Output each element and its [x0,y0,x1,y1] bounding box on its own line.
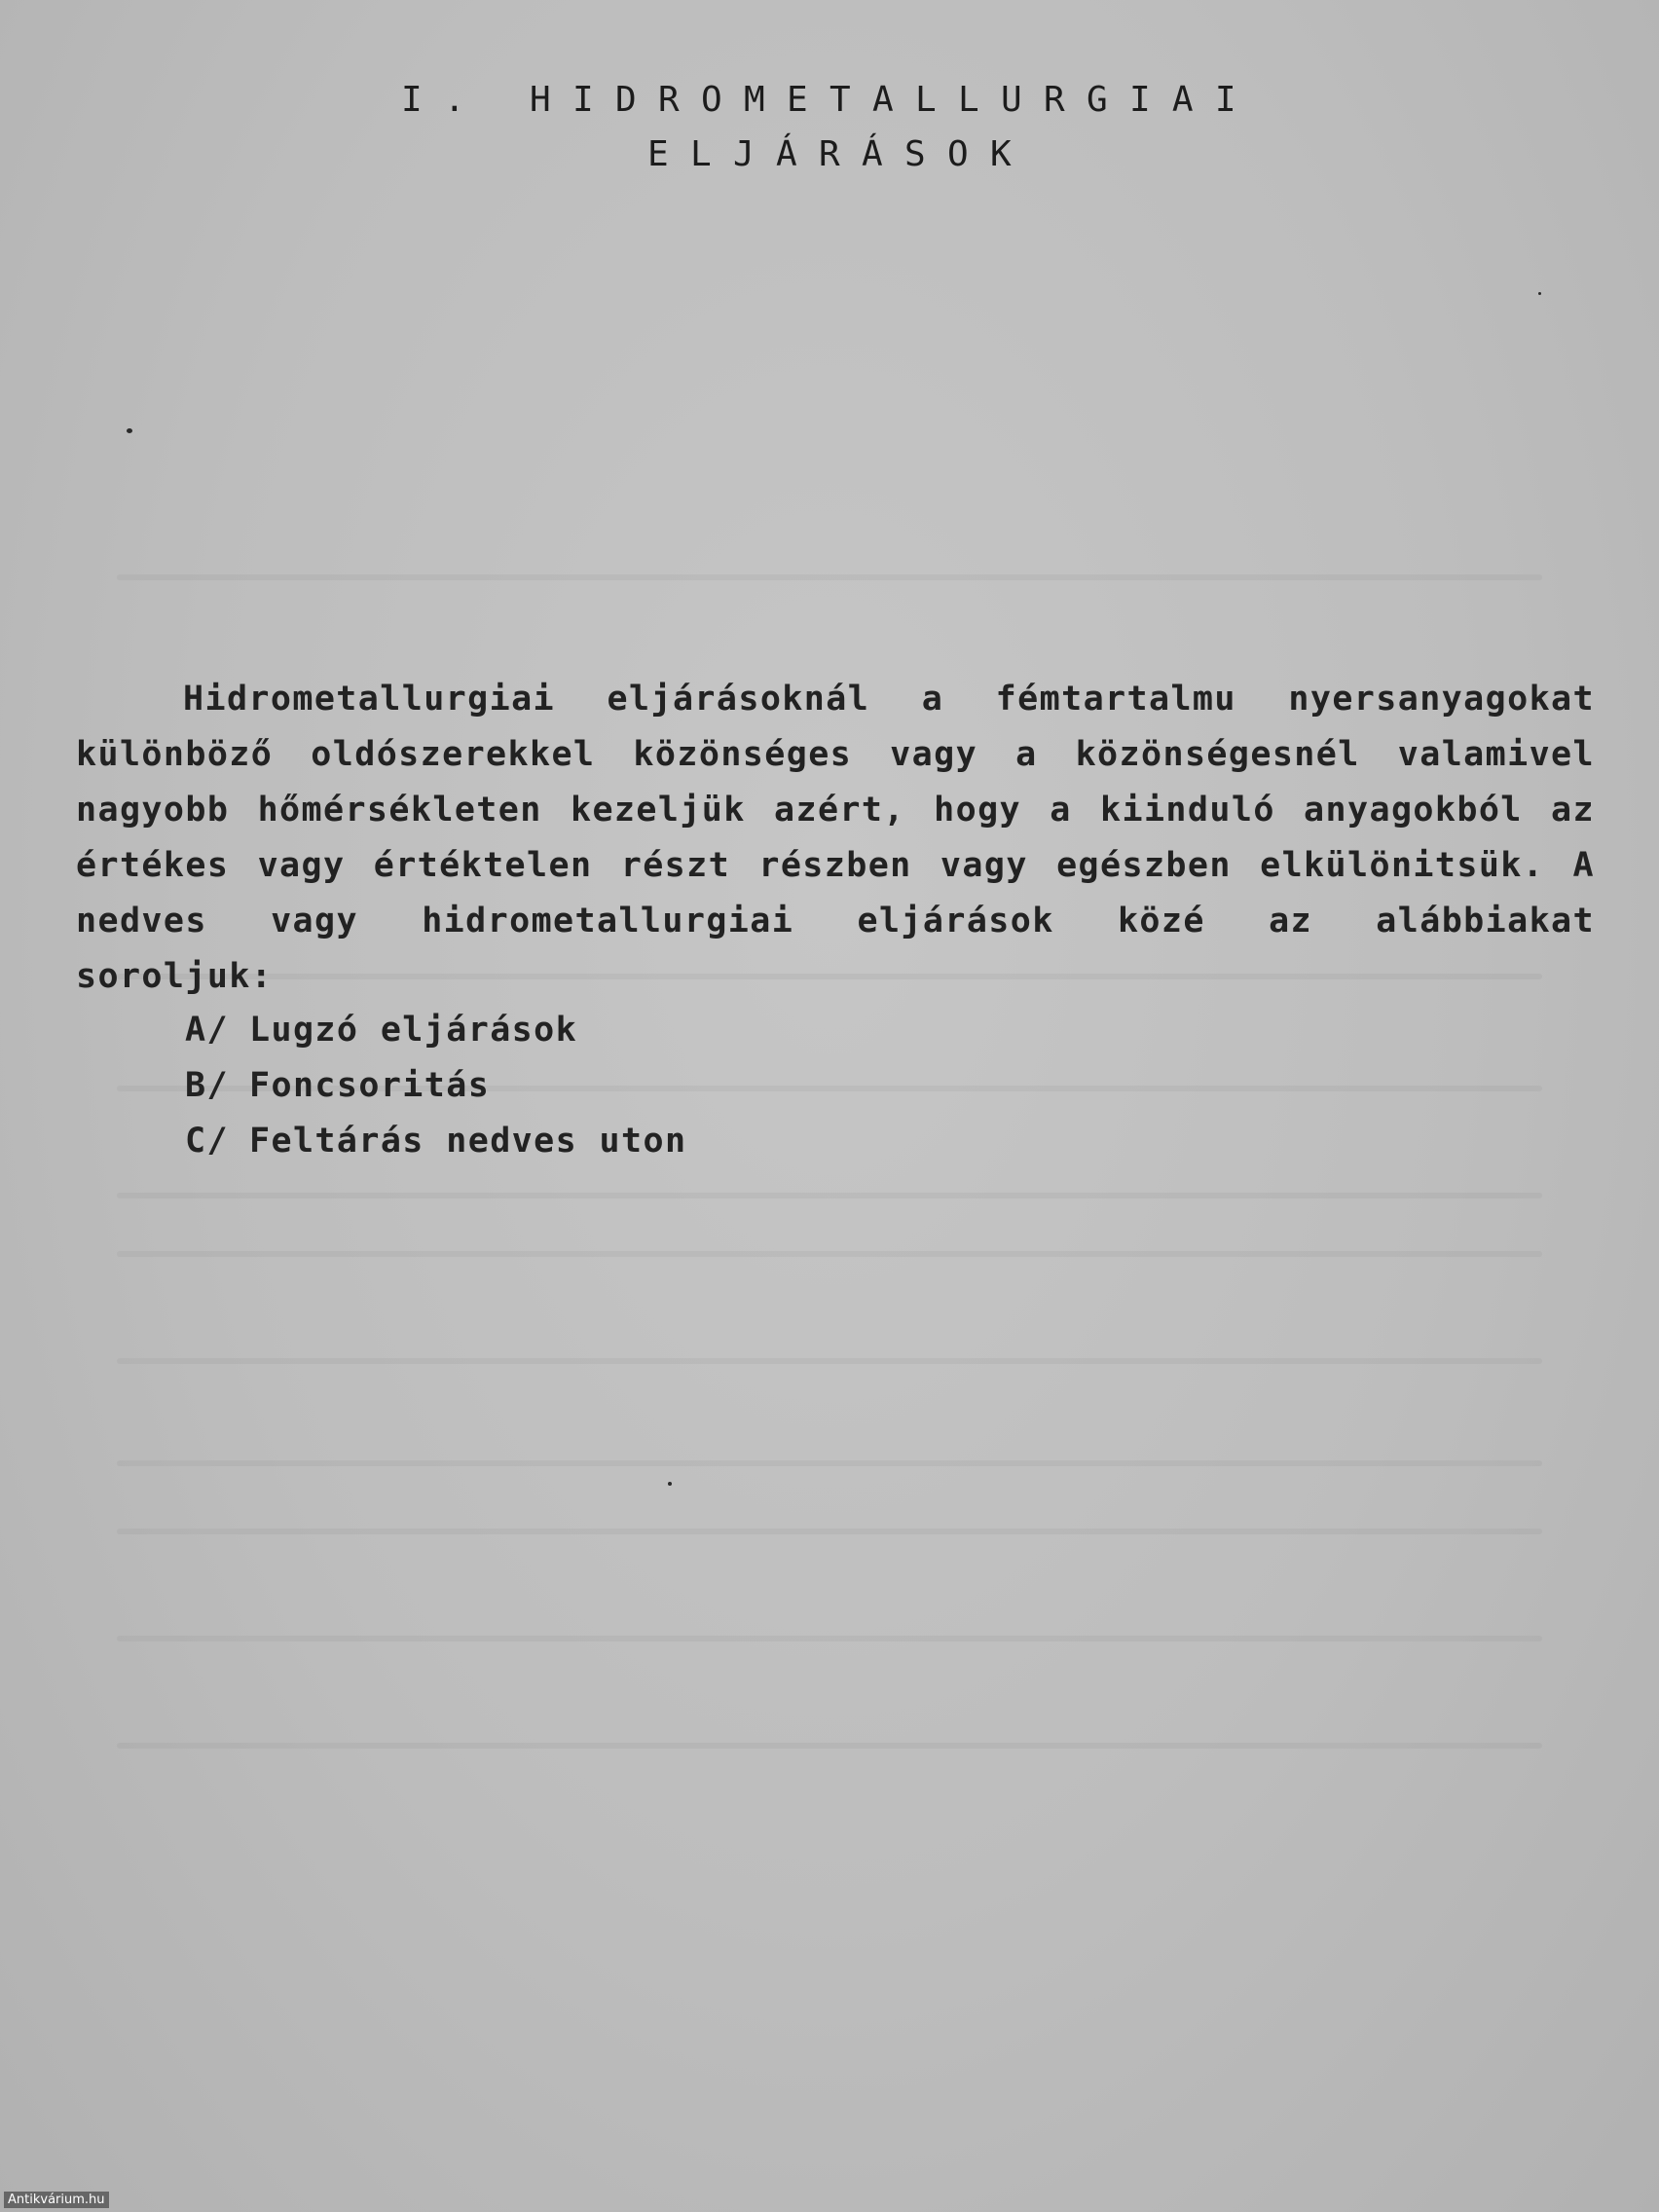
paper-speck [1538,292,1541,295]
list-item-text: Foncsoritás [249,1066,491,1105]
show-through-line [117,1529,1542,1534]
show-through-line [117,574,1542,580]
title-line-2: ELJÁRÁSOK [647,134,1033,174]
paper-speck [668,1482,672,1486]
list-marker: C/ [185,1122,229,1161]
title-line-1: I. HIDROMETALLURGIAI [401,80,1258,120]
process-list [185,1003,686,1169]
show-through-line [117,1251,1542,1257]
list-marker: B/ [185,1066,229,1105]
show-through-line [117,1358,1542,1364]
list-item [185,1058,686,1114]
show-through-line [117,1636,1542,1641]
show-through-line [117,1743,1542,1749]
list-marker: A/ [185,1011,229,1050]
list-item [185,1003,686,1058]
intro-paragraph: Hidrometallurgiai eljárásoknál a fémtartalmu nyersanyagokat különböző oldószerekkel közönséges vagy a közönségesnél valamivel nagyobb hőmérsékleten kezeljük azért, hogy a kiinduló anyagokból az értékes vagy értéktelen részt részben vagy egészben elkülönitsük. A nedves vagy hidrometallurgiai eljárások közé az alábbiakat soroljuk: [76,680,1595,996]
show-through-line [117,1460,1542,1466]
list-item-text: Lugzó eljárások [249,1011,578,1050]
list-item [185,1114,686,1169]
show-through-line [117,1193,1542,1198]
page-title [0,76,1659,179]
paper-speck [127,428,132,433]
watermark-label: Antikvárium.hu [4,2192,109,2208]
list-item-text: Feltárás nedves uton [249,1122,687,1161]
